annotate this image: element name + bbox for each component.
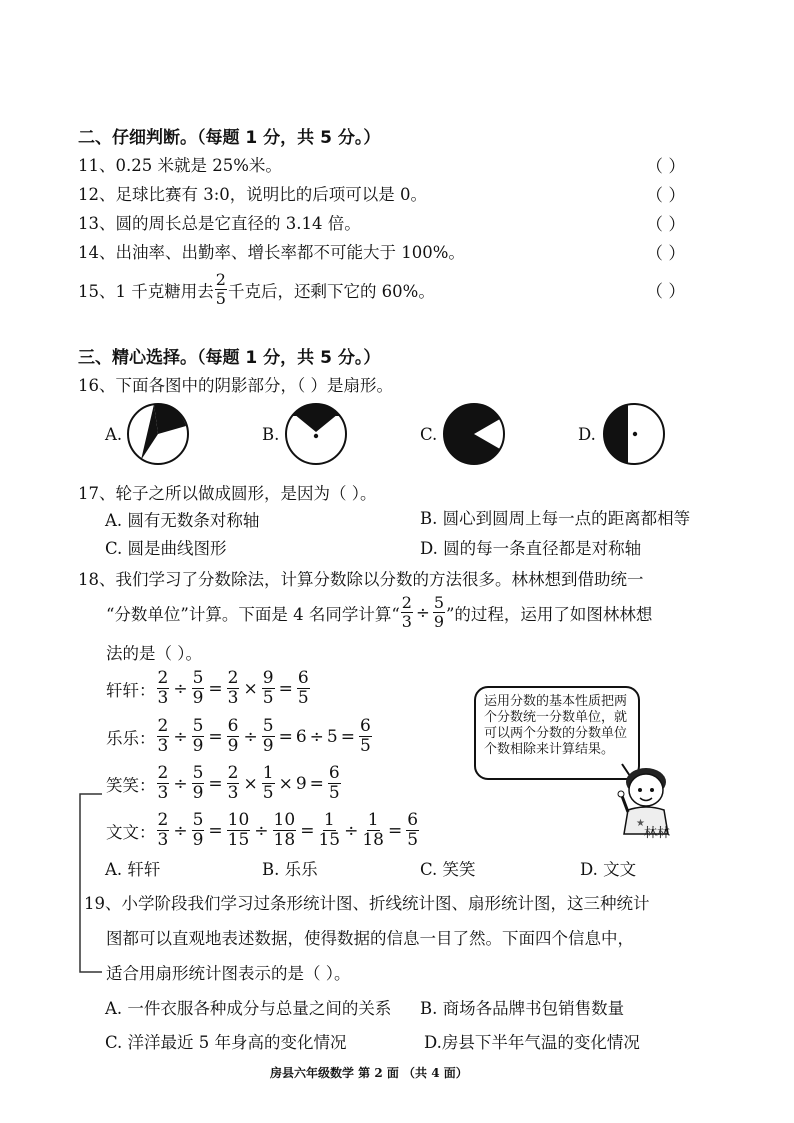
speech-bubble: 运用分数的基本性质把两个分数统一分数单位，就可以两个分数的分数单位个数相除来计算结果。 [474,686,640,780]
option-b[interactable]: B. 商场各品牌书包销售数量 [420,999,625,1018]
circle-d-figure [602,402,666,466]
equation: $\frac{2}{3}$ ÷ $\frac{5}{9}$ = $\frac{10}{15}$ ÷ $\frac{10}{18}$ = $\frac{1}{15}$ ÷ $\frac{1}{18}$ = $\frac{6}{5}$ [157,810,419,850]
option-d[interactable]: D. 文文 [580,860,637,879]
fraction: $\frac{5}{9}$ [433,593,444,631]
option-c[interactable]: C. 洋洋最近 5 年身高的变化情况 [105,1033,347,1052]
q19-line2: 图都可以直观地表述数据，使得数据的信息一目了然。下面四个信息中， [106,929,634,948]
answer-paren[interactable]: （ ） [646,282,686,302]
q19-line1 [84,890,650,914]
page-footer: 房县六年级数学 第 2 面 （共 4 面） [270,1066,468,1080]
q-text: 我们学习了分数除法，计算分数除以分数的方法很多。林林想到借助统一 [115,570,644,589]
option-a[interactable]: A. 轩轩 [105,860,161,879]
circle-a-figure [126,402,190,466]
section3-title: 三、精心选择。（每题 1 分，共 5 分。） [78,348,381,368]
kid-name: 林林 [644,826,671,841]
q12 [78,181,427,205]
equation: $\frac{2}{3}$ ÷ $\frac{5}{9}$ = $\frac{2}{3}$ × $\frac{9}{5}$ = $\frac{6}{5}$ [157,668,309,708]
option-a-label[interactable]: A. [105,425,123,444]
fraction: $\frac{2}{3}$ [401,593,412,631]
option-c-label[interactable]: C. [420,425,438,444]
q18-line2 [106,595,652,630]
q15 [78,272,435,307]
q-text: 下面各图中的阴影部分，（ ）是扇形。 [115,376,393,395]
q18-line1 [78,566,644,590]
q-num: 13、 [78,214,116,233]
equation-wenwen [106,812,420,849]
option-d-label[interactable]: D. [578,425,596,444]
q-text: 足球比赛有 3:0，说明比的后项可以是 0。 [115,185,428,204]
section2-title: 二、仔细判断。（每题 1 分，共 5 分。） [78,128,381,148]
option-b[interactable]: B. 乐乐 [262,860,318,879]
equation-xuanxuan [106,670,311,707]
q16 [78,372,393,396]
q13 [78,210,361,234]
answer-paren[interactable]: （ ） [646,215,686,235]
option-a[interactable]: A. 圆有无数条对称轴 [105,511,260,530]
q-num: 11、 [78,156,116,175]
answer-paren[interactable]: （ ） [646,186,686,206]
q-num: 15、 [78,281,116,301]
q-text: 轮子之所以做成圆形，是因为（ ）。 [115,484,377,503]
q14 [78,239,465,263]
student-name: 文文： [106,822,156,842]
option-c[interactable]: C. 笑笑 [420,860,476,879]
q-num: 19、 [84,894,122,913]
circle-c-figure [442,402,506,466]
q-num: 17、 [78,484,116,503]
student-name: 乐乐： [106,728,156,748]
svg-text:★: ★ [636,818,645,829]
q-text-post: ”的过程，运用了如图林林想 [446,604,653,624]
option-d[interactable]: D. 圆的每一条直径都是对称轴 [420,539,642,558]
q11 [78,152,282,176]
q19-line3: 适合用扇形统计图表示的是（ ）。 [106,964,351,983]
divide-sign: ÷ [415,603,430,622]
option-a[interactable]: A. 一件衣服各种成分与总量之间的关系 [105,999,392,1018]
q17 [78,480,377,504]
q-num: 18、 [78,570,116,589]
q18-line3: 法的是（ ）。 [106,644,202,663]
q-text: 小学阶段我们学习过条形统计图、折线统计图、扇形统计图，这三种统计 [121,894,650,913]
option-c[interactable]: C. 圆是曲线图形 [105,539,227,558]
equation-lele [106,718,373,755]
equation: $\frac{2}{3}$ ÷ $\frac{5}{9}$ = $\frac{6}{9}$ ÷ $\frac{5}{9}$ = 6 ÷ 5 = $\frac{6}{5}$ [157,716,371,756]
q-text-pre: “分数单位”计算。下面是 4 名同学计算“ [106,604,400,624]
fraction: $\frac{2}{5}$ [215,270,226,308]
margin-bracket [76,790,106,980]
equation: $\frac{2}{3}$ ÷ $\frac{5}{9}$ = $\frac{2}{3}$ × $\frac{1}{5}$ × 9 = $\frac{6}{5}$ [157,763,340,803]
circle-b-figure [284,402,348,466]
equation-xiaoxiao [106,765,342,802]
q-text-pre: 1 千克糖用去 [115,281,214,301]
answer-paren[interactable]: （ ） [646,157,686,177]
q-text-post: 千克后，还剩下它的 60%。 [227,281,435,301]
q-num: 16、 [78,376,116,395]
q-num: 14、 [78,243,116,262]
q-text: 0.25 米就是 25%米。 [115,156,282,175]
option-b-label[interactable]: B. [262,425,280,444]
option-d[interactable]: D.房县下半年气温的变化情况 [424,1033,640,1052]
q-text: 出油率、出勤率、增长率都不可能大于 100%。 [115,243,465,262]
q-text: 圆的周长总是它直径的 3.14 倍。 [115,214,361,233]
q-num: 12、 [78,185,116,204]
student-name: 笑笑： [106,775,156,795]
answer-paren[interactable]: （ ） [646,244,686,264]
student-name: 轩轩： [106,680,156,700]
option-b[interactable]: B. 圆心到圆周上每一点的距离都相等 [420,509,691,528]
